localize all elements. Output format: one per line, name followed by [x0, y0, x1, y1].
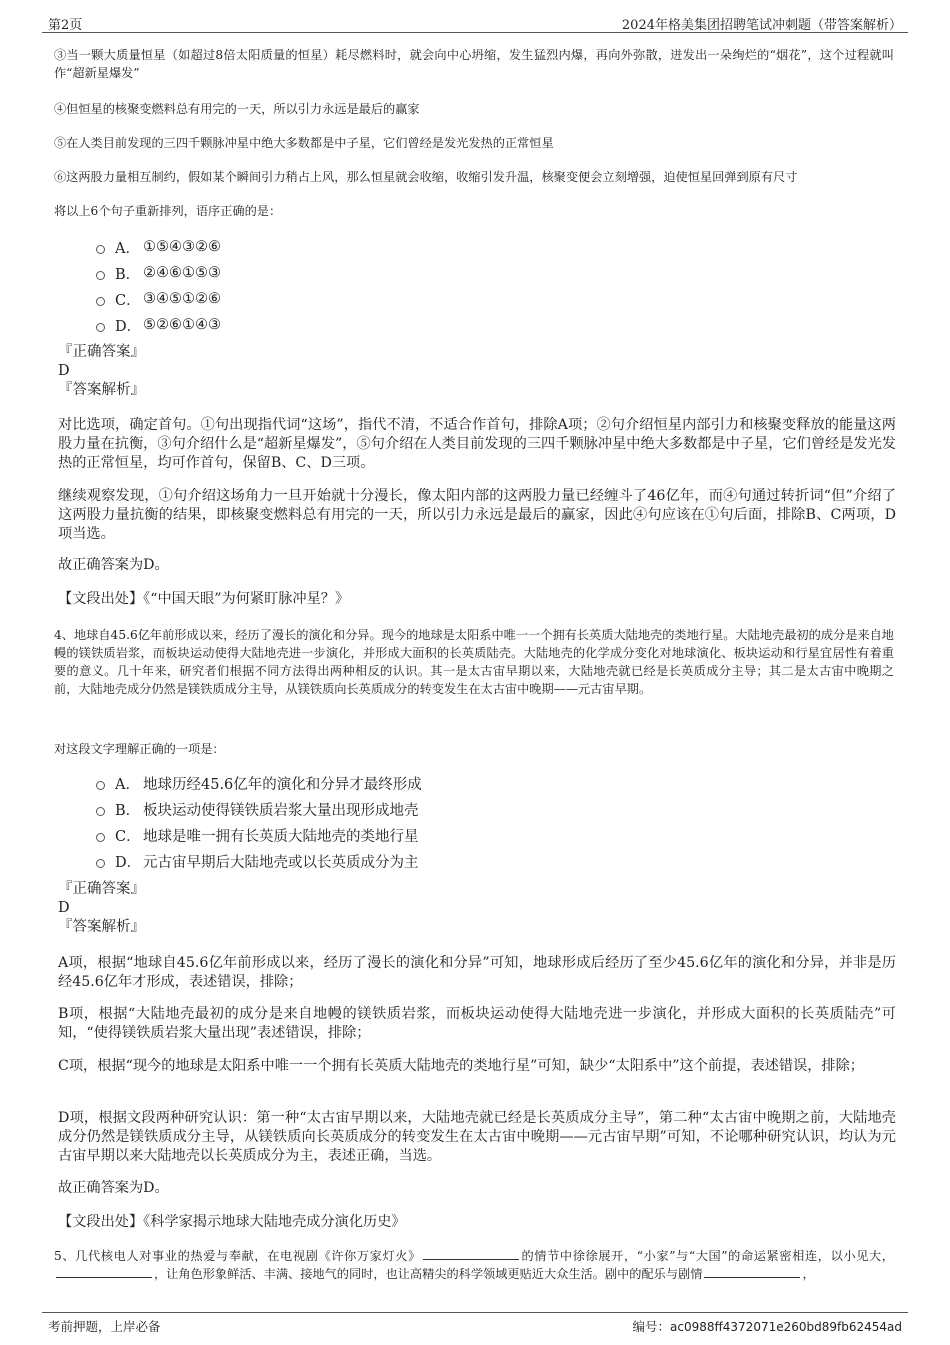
- q3-prompt: 将以上6个句子重新排列，语序正确的是：: [54, 204, 282, 218]
- q4-options: [96, 770, 596, 874]
- document-title: 2024年格美集团招聘笔试冲刺题（带答案解析）: [621, 18, 902, 33]
- footer-slogan: 考前押题，上岸必备: [48, 1319, 161, 1334]
- answer-label: 『正确答案』: [58, 344, 145, 360]
- q3-analysis-2: 继续观察发现，①句介绍这场角力一旦开始就十分漫长，像太阳内部的这两股力量已经缠斗了46亿年，而④句通过转折词“但”介绍了这两股力量抗衡的结果，即核聚变燃料总有用完的一天，所以引力永远是最后的赢家，因此④句应该在①句后面，排除B、C两项，D项当选。: [58, 488, 896, 542]
- fill-blank[interactable]: [423, 1247, 519, 1260]
- radio-icon[interactable]: [96, 859, 105, 868]
- page-header: [42, 12, 908, 33]
- q3-option-b[interactable]: B． ②④⑥①⑤③: [96, 260, 596, 286]
- page-number: 第2页: [48, 18, 83, 33]
- answer-label: 『正确答案』: [58, 881, 145, 897]
- q3-sentence-4: ④但恒星的核聚变燃料总有用完的一天，所以引力永远是最后的赢家: [54, 102, 420, 116]
- q4-analysis-a: A项，根据“地球自45.6亿年前形成以来，经历了漫长的演化和分异”可知，地球形成后经历了至少45.6亿年的演化和分异，并非是历经45.6亿年才形成，表述错误，排除；: [58, 955, 896, 990]
- q4-analysis-d: D项，根据文段两种研究认识：第一种“太古宙早期以来，大陆地壳就已经是长英质成分主导”，第二种“太古宙中晚期之前，大陆地壳成分仍然是镁铁质成分主导，从镁铁质向长英质成分的转变发生在太古宙中晚期——元古宙早期”可知，不论哪种研究认识，均认为元古宙早期以来大陆地壳以长英质成分为主，表述正确，当选。: [58, 1110, 896, 1164]
- q4-analysis-c: C项，根据“现今的地球是太阳系中唯一一个拥有长英质大陆地壳的类地行星”可知，缺少“太阳系中”这个前提，表述错误，排除；: [58, 1058, 864, 1074]
- q4-analysis-b: B项，根据“大陆地壳最初的成分是来自地幔的镁铁质岩浆，而板块运动使得大陆地壳进一步演化，并形成大面积的长英质陆壳”可知，“使得镁铁质岩浆大量出现”表述错误，排除；: [58, 1006, 896, 1041]
- q5-stem: 5、几代核电人对事业的热爱与奉献，在电视剧《许你万家灯火》 的情节中徐徐展开，“小家”与“大国”的命运紧密相连，以小见大，，让角色形象鲜活、丰满、接地气的同时，也让高精尖的科学领域更贴近大众生活。剧中的配乐与剧情 ，: [54, 1249, 894, 1281]
- q3-answer-block: [58, 343, 898, 400]
- q4-option-a[interactable]: A． 地球历经45.6亿年的演化和分异才最终形成: [96, 770, 596, 796]
- radio-icon[interactable]: [96, 833, 105, 842]
- q4-analysis-conclusion: 故正确答案为D。: [58, 1180, 169, 1196]
- q4-source: 【文段出处】《科学家揭示地球大陆地壳成分演化历史》: [58, 1214, 406, 1230]
- q4-stem: 4、地球自45.6亿年前形成以来，经历了漫长的演化和分异。现今的地球是太阳系中唯一一个拥有长英质大陆地壳的类地行星。大陆地壳最初的成分是来自地幔的镁铁质岩浆，而板块运动使得大陆地壳进一步演化，并形成大面积的长英质陆壳。大陆地壳的化学成分变化对地球演化、板块运动和行星宜居性有着重要的意义。几十年来，研究者们根据不同方法得出两种相反的认识。其一是太古宙早期以来，大陆地壳就已经是长英质成分主导；其二是太古宙中晚期之前，大陆地壳成分仍然是镁铁质成分主导，从镁铁质向长英质成分的转变发生在太古宙中晚期——元古宙早期。: [54, 628, 894, 696]
- analysis-label: 『答案解析』: [58, 382, 145, 398]
- q4-option-b[interactable]: B． 板块运动使得镁铁质岩浆大量出现形成地壳: [96, 796, 596, 822]
- q3-source: 【文段出处】《“中国天眼”为何紧盯脉冲星？》: [58, 591, 350, 607]
- q3-sentence-3: ③当一颗大质量恒星（如超过8倍太阳质量的恒星）耗尽燃料时，就会向中心坍缩，发生猛烈内爆，再向外弥散，迸发出一朵绚烂的“烟花”，这个过程就叫作“超新星爆发”: [54, 48, 894, 80]
- radio-icon[interactable]: [96, 297, 105, 306]
- fill-blank[interactable]: [56, 1265, 152, 1278]
- page-footer: [42, 1312, 908, 1335]
- radio-icon[interactable]: [96, 781, 105, 790]
- answer-value: D: [58, 363, 70, 379]
- q3-sentence-6: ⑥这两股力量相互制约，假如某个瞬间引力稍占上风，那么恒星就会收缩，收缩引发升温，核聚变便会立刻增强，迫使恒星回弹到原有尺寸: [54, 170, 798, 184]
- q4-option-d[interactable]: D． 元古宙早期后大陆地壳或以长英质成分为主: [96, 848, 596, 874]
- q3-options: [96, 234, 596, 338]
- radio-icon[interactable]: [96, 245, 105, 254]
- radio-icon[interactable]: [96, 271, 105, 280]
- q3-option-d[interactable]: D． ⑤②⑥①④③: [96, 312, 596, 338]
- q3-sentence-5: ⑤在人类目前发现的三四千颗脉冲星中绝大多数都是中子星，它们曾经是发光发热的正常恒星: [54, 136, 554, 150]
- document-code: 编号：ac0988ff4372071e260bd89fb62454ad: [632, 1319, 902, 1334]
- q3-analysis-3: 故正确答案为D。: [58, 557, 169, 573]
- answer-value: D: [58, 900, 70, 916]
- q3-option-a[interactable]: A． ①⑤④③②⑥: [96, 234, 596, 260]
- q3-option-c[interactable]: C． ③④⑤①②⑥: [96, 286, 596, 312]
- q4-option-c[interactable]: C． 地球是唯一拥有长英质大陆地壳的类地行星: [96, 822, 596, 848]
- fill-blank[interactable]: [704, 1265, 800, 1278]
- radio-icon[interactable]: [96, 323, 105, 332]
- radio-icon[interactable]: [96, 807, 105, 816]
- q4-prompt: 对这段文字理解正确的一项是：: [54, 742, 225, 756]
- q4-answer-block: [58, 880, 898, 937]
- analysis-label: 『答案解析』: [58, 919, 145, 935]
- q3-analysis-1: 对比选项，确定首句。①句出现指代词“这场”，指代不清，不适合作首句，排除A项；②句介绍恒星内部引力和核聚变释放的能量这两股力量在抗衡，③句介绍什么是“超新星爆发”，⑤句介绍在人类目前发现的三四千颗脉冲星中绝大多数都是中子星，它们曾经是发光发热的正常恒星，均可作首句，保留B、C、D三项。: [58, 417, 896, 471]
